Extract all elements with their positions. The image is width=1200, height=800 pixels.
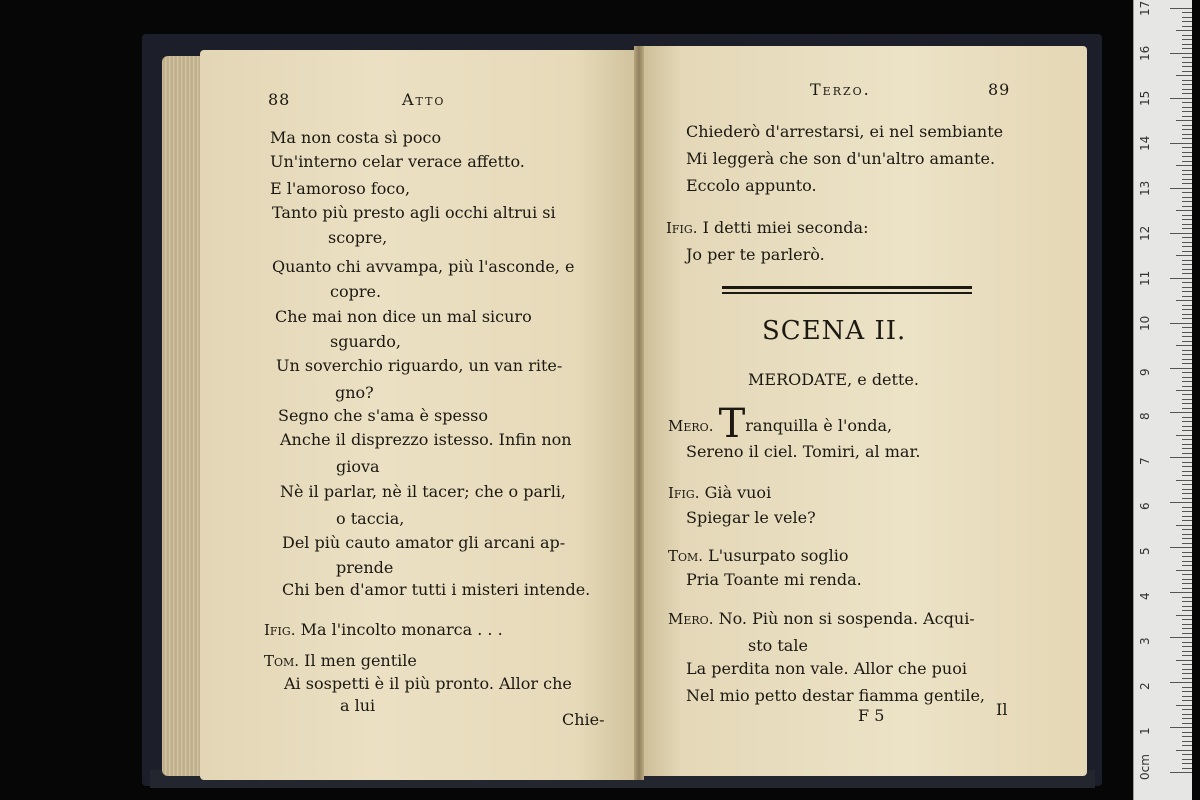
ruler-tick (1182, 138, 1192, 139)
ruler-tick (1182, 534, 1192, 535)
ruler-label: 15 (1138, 90, 1152, 106)
text-line: Spiegar le vele? (686, 508, 816, 527)
ruler-tick (1182, 507, 1192, 508)
left-running-head: Atto (402, 90, 446, 109)
text-line: Chiederò d'arrestarsi, ei nel sembiante (686, 122, 1004, 141)
ruler-tick (1182, 84, 1192, 85)
ruler-tick (1182, 359, 1192, 360)
ruler-tick (1182, 102, 1192, 103)
ruler-tick (1182, 556, 1192, 557)
ruler-label: 0cm (1138, 754, 1152, 780)
right-running-head: Terzo. (810, 80, 871, 99)
ruler-tick (1182, 237, 1192, 238)
speech-text: ranquilla è l'onda, (745, 416, 893, 435)
ruler-tick (1182, 332, 1192, 333)
ruler-tick (1182, 201, 1192, 202)
speaker-label: Mero. (668, 417, 714, 435)
ruler-tick (1182, 745, 1192, 746)
ruler-tick (1182, 282, 1192, 283)
ruler-label: 1 (1138, 727, 1152, 736)
speech-tom (264, 651, 417, 670)
ruler-tick (1170, 143, 1192, 144)
ruler-tick (1182, 574, 1192, 575)
text-line: a lui (340, 696, 376, 715)
ruler-label: 12 (1138, 225, 1152, 241)
ruler-label: 10 (1138, 315, 1152, 331)
left-page-number: 88 (268, 90, 291, 109)
speech-tom (668, 546, 849, 565)
ruler-tick (1176, 750, 1192, 751)
ruler-tick (1170, 637, 1192, 638)
scene-title: SCENA II. (762, 316, 907, 346)
ruler-tick (1182, 116, 1192, 117)
ruler-tick (1182, 287, 1192, 288)
catchword: Il (996, 700, 1008, 719)
ruler-tick (1182, 619, 1192, 620)
ruler-tick (1182, 296, 1192, 297)
ruler-tick (1182, 305, 1192, 306)
ruler-label: 7 (1138, 457, 1152, 466)
ruler-tick (1182, 529, 1192, 530)
ruler-tick (1176, 705, 1192, 706)
ruler-tick (1182, 759, 1192, 760)
ruler-tick (1182, 732, 1192, 733)
ruler-tick (1182, 444, 1192, 445)
text-line: prende (336, 558, 394, 577)
ruler-tick (1182, 741, 1192, 742)
ruler-tick (1170, 8, 1192, 9)
ruler-tick (1182, 579, 1192, 580)
ruler-tick (1182, 642, 1192, 643)
ruler-tick (1182, 538, 1192, 539)
ruler-tick (1182, 493, 1192, 494)
ruler-tick (1182, 520, 1192, 521)
text-line: Mi leggerà che son d'un'altro amante. (686, 149, 996, 168)
ruler-tick (1182, 372, 1192, 373)
ruler-tick (1182, 44, 1192, 45)
ruler-tick (1182, 377, 1192, 378)
ruler-tick (1182, 489, 1192, 490)
ruler-tick (1182, 12, 1192, 13)
ruler-tick (1176, 570, 1192, 571)
ruler-tick (1182, 417, 1192, 418)
ruler-tick (1182, 651, 1192, 652)
ruler-tick (1182, 156, 1192, 157)
ruler-label: 3 (1138, 637, 1152, 646)
ruler-tick (1182, 583, 1192, 584)
ruler-tick (1170, 592, 1192, 593)
ruler-tick (1182, 714, 1192, 715)
ruler-label: 9 (1138, 367, 1152, 376)
ruler-tick (1182, 26, 1192, 27)
speaker-label: Ifig. (666, 219, 698, 237)
ruler-tick (1182, 152, 1192, 153)
text-line: Un'interno celar verace affetto. (270, 152, 525, 171)
speech-mero (668, 609, 975, 628)
ruler-tick (1182, 260, 1192, 261)
ruler-tick (1182, 646, 1192, 647)
ruler-label: 6 (1138, 502, 1152, 511)
catchword: Chie- (562, 710, 605, 729)
ruler-tick (1182, 93, 1192, 94)
ruler-tick (1182, 597, 1192, 598)
ruler-tick (1182, 48, 1192, 49)
speech-text: Ma l'incolto monarca . . . (300, 620, 503, 639)
ruler-tick (1182, 71, 1192, 72)
ruler-label: 8 (1138, 412, 1152, 421)
ruler-tick (1170, 772, 1192, 773)
ruler-tick (1170, 233, 1192, 234)
ruler-tick (1182, 678, 1192, 679)
text-line: Pria Toante mi renda. (686, 570, 862, 589)
ruler-tick (1182, 147, 1192, 148)
ruler-label: 4 (1138, 592, 1152, 601)
ruler-label: 5 (1138, 547, 1152, 556)
ruler-tick (1182, 633, 1192, 634)
ruler-tick (1182, 552, 1192, 553)
ruler-tick (1182, 183, 1192, 184)
speech-text: Il men gentile (304, 651, 417, 670)
ruler-tick (1170, 368, 1192, 369)
ruler-tick (1182, 170, 1192, 171)
ruler-tick (1182, 57, 1192, 58)
ruler-tick (1182, 228, 1192, 229)
ruler-tick (1182, 601, 1192, 602)
ruler-tick (1182, 80, 1192, 81)
ruler-tick (1182, 35, 1192, 36)
ruler-tick (1182, 125, 1192, 126)
measuring-ruler (1133, 0, 1192, 800)
ruler-tick (1170, 547, 1192, 548)
ruler-tick (1182, 161, 1192, 162)
ruler-tick (1182, 197, 1192, 198)
ruler-tick (1182, 426, 1192, 427)
text-line: Sereno il ciel. Tomiri, al mar. (686, 442, 921, 461)
ruler-tick (1182, 462, 1192, 463)
ruler-tick (1182, 763, 1192, 764)
ruler-tick (1182, 192, 1192, 193)
ruler-tick (1182, 475, 1192, 476)
ruler-tick (1182, 219, 1192, 220)
ruler-tick (1182, 709, 1192, 710)
text-line: Del più cauto amator gli arcani ap- (282, 533, 566, 552)
ruler-tick (1182, 17, 1192, 18)
text-line: Un soverchio riguardo, un van rite- (276, 356, 563, 375)
ruler-tick (1170, 323, 1192, 324)
speech-mero (668, 401, 893, 447)
ruler-tick (1182, 421, 1192, 422)
ruler-label: 2 (1138, 682, 1152, 691)
ruler-tick (1170, 98, 1192, 99)
text-line: Ma non costa sì poco (270, 128, 442, 147)
ruler-tick (1182, 62, 1192, 63)
ruler-tick (1176, 525, 1192, 526)
ruler-tick (1182, 129, 1192, 130)
ruler-tick (1182, 381, 1192, 382)
text-line: Che mai non dice un mal sicuro (275, 307, 532, 326)
ruler-tick (1182, 242, 1192, 243)
ruler-tick (1182, 696, 1192, 697)
ruler-tick (1182, 691, 1192, 692)
scene-divider (722, 292, 972, 294)
speech-text: Già vuoi (704, 483, 772, 502)
speaker-label: Ifig. (668, 484, 700, 502)
ruler-tick (1176, 300, 1192, 301)
ruler-tick (1182, 610, 1192, 611)
ruler-tick (1182, 251, 1192, 252)
ruler-tick (1182, 511, 1192, 512)
ruler-tick (1182, 723, 1192, 724)
ruler-tick (1176, 30, 1192, 31)
ruler-tick (1182, 89, 1192, 90)
text-line: sto tale (748, 636, 808, 655)
text-line: Quanto chi avvampa, più l'asconde, e (272, 257, 575, 276)
ruler-tick (1176, 615, 1192, 616)
ruler-tick (1182, 403, 1192, 404)
speaker-label: Tom. (264, 652, 300, 670)
characters-line: MERODATE, e dette. (748, 370, 919, 389)
ruler-tick (1182, 111, 1192, 112)
speaker-label: Tom. (668, 547, 704, 565)
ruler-tick (1182, 291, 1192, 292)
ruler-tick (1182, 354, 1192, 355)
ruler-label: 17 (1138, 0, 1152, 16)
ruler-tick (1176, 75, 1192, 76)
text-line: Tanto più presto agli occhi altrui si (272, 203, 556, 222)
speech-ifig (668, 483, 771, 502)
ruler-tick (1182, 39, 1192, 40)
speaker-label: Mero. (668, 610, 714, 628)
ruler-tick (1182, 309, 1192, 310)
ruler-tick (1182, 565, 1192, 566)
ruler-tick (1182, 673, 1192, 674)
text-line: o taccia, (336, 509, 405, 528)
ruler-tick (1182, 754, 1192, 755)
ruler-tick (1182, 318, 1192, 319)
text-line: Nè il parlar, nè il tacer; che o parli, (280, 482, 567, 501)
ruler-tick (1170, 682, 1192, 683)
ruler-label: 14 (1138, 135, 1152, 151)
ruler-tick (1176, 435, 1192, 436)
ruler-tick (1182, 624, 1192, 625)
speaker-label: Ifig. (264, 621, 296, 639)
ruler-tick (1182, 224, 1192, 225)
ruler-tick (1170, 457, 1192, 458)
ruler-tick (1182, 215, 1192, 216)
text-line: scopre, (328, 228, 388, 247)
ruler-tick (1182, 350, 1192, 351)
ruler-tick (1182, 718, 1192, 719)
ruler-tick (1182, 314, 1192, 315)
text-line: E l'amoroso foco, (270, 179, 411, 198)
ruler-tick (1170, 727, 1192, 728)
speech-text: No. Più non si sospenda. Acqui- (718, 609, 975, 628)
ruler-tick (1182, 341, 1192, 342)
text-line: Jo per te parlerò. (686, 245, 825, 264)
text-line: Segno che s'ama è spesso (278, 406, 488, 425)
ruler-tick (1182, 664, 1192, 665)
speech-text: L'usurpato soglio (708, 546, 849, 565)
ruler-tick (1176, 165, 1192, 166)
ruler-tick (1182, 134, 1192, 135)
speech-text: I detti miei seconda: (702, 218, 869, 237)
ruler-tick (1182, 628, 1192, 629)
ruler-tick (1182, 453, 1192, 454)
ruler-tick (1170, 188, 1192, 189)
ruler-tick (1182, 448, 1192, 449)
ruler-tick (1182, 606, 1192, 607)
ruler-tick (1182, 498, 1192, 499)
ruler-tick (1170, 53, 1192, 54)
text-line: giova (336, 457, 380, 476)
ruler-tick (1182, 107, 1192, 108)
ruler-tick (1182, 588, 1192, 589)
ruler-tick (1182, 66, 1192, 67)
ruler-tick (1182, 466, 1192, 467)
ruler-tick (1182, 516, 1192, 517)
ruler-tick (1182, 246, 1192, 247)
ruler-label: 13 (1138, 180, 1152, 196)
ruler-tick (1182, 206, 1192, 207)
ruler-tick (1182, 174, 1192, 175)
text-line: gno? (335, 383, 374, 402)
text-line: copre. (330, 282, 382, 301)
ruler-tick (1182, 736, 1192, 737)
ruler-tick (1176, 120, 1192, 121)
book-gutter (634, 46, 644, 780)
right-page-number: 89 (988, 80, 1011, 99)
ruler-tick (1182, 21, 1192, 22)
ruler-tick (1176, 480, 1192, 481)
ruler-tick (1176, 660, 1192, 661)
ruler-tick (1182, 269, 1192, 270)
ruler-tick (1182, 363, 1192, 364)
ruler-tick (1182, 327, 1192, 328)
speech-ifig (666, 218, 868, 237)
ruler-tick (1182, 264, 1192, 265)
ruler-tick (1176, 390, 1192, 391)
text-line: Anche il disprezzo istesso. Infin non (280, 430, 572, 449)
ruler-tick (1182, 543, 1192, 544)
ruler-tick (1182, 430, 1192, 431)
ruler-tick (1182, 768, 1192, 769)
ruler-tick (1182, 394, 1192, 395)
ruler-tick (1182, 669, 1192, 670)
ruler-tick (1182, 484, 1192, 485)
speech-ifig (264, 620, 503, 639)
ruler-tick (1176, 345, 1192, 346)
ruler-tick (1176, 255, 1192, 256)
ruler-tick (1182, 336, 1192, 337)
ruler-tick (1182, 399, 1192, 400)
signature-mark: F 5 (858, 706, 885, 725)
ruler-label: 16 (1138, 45, 1152, 61)
ruler-label: 11 (1138, 270, 1152, 286)
ruler-tick (1182, 386, 1192, 387)
ruler-tick (1182, 179, 1192, 180)
text-line: Chi ben d'amor tutti i misteri intende. (282, 580, 591, 599)
ruler-tick (1182, 471, 1192, 472)
ruler-tick (1182, 700, 1192, 701)
scene-divider (722, 286, 972, 289)
text-line: Nel mio petto destar fiamma gentile, (686, 686, 986, 705)
ruler-tick (1182, 561, 1192, 562)
ruler-tick (1182, 408, 1192, 409)
text-line: Ai sospetti è il più pronto. Allor che (284, 674, 572, 693)
ruler-tick (1176, 210, 1192, 211)
text-line: La perdita non vale. Allor che puoi (686, 659, 967, 678)
ruler-tick (1182, 655, 1192, 656)
ruler-tick (1170, 412, 1192, 413)
ruler-tick (1182, 439, 1192, 440)
ruler-tick (1182, 273, 1192, 274)
drop-initial: T (718, 401, 746, 447)
ruler-tick (1170, 278, 1192, 279)
text-line: sguardo, (330, 332, 401, 351)
ruler-tick (1182, 687, 1192, 688)
ruler-tick (1170, 502, 1192, 503)
text-line: Eccolo appunto. (686, 176, 817, 195)
